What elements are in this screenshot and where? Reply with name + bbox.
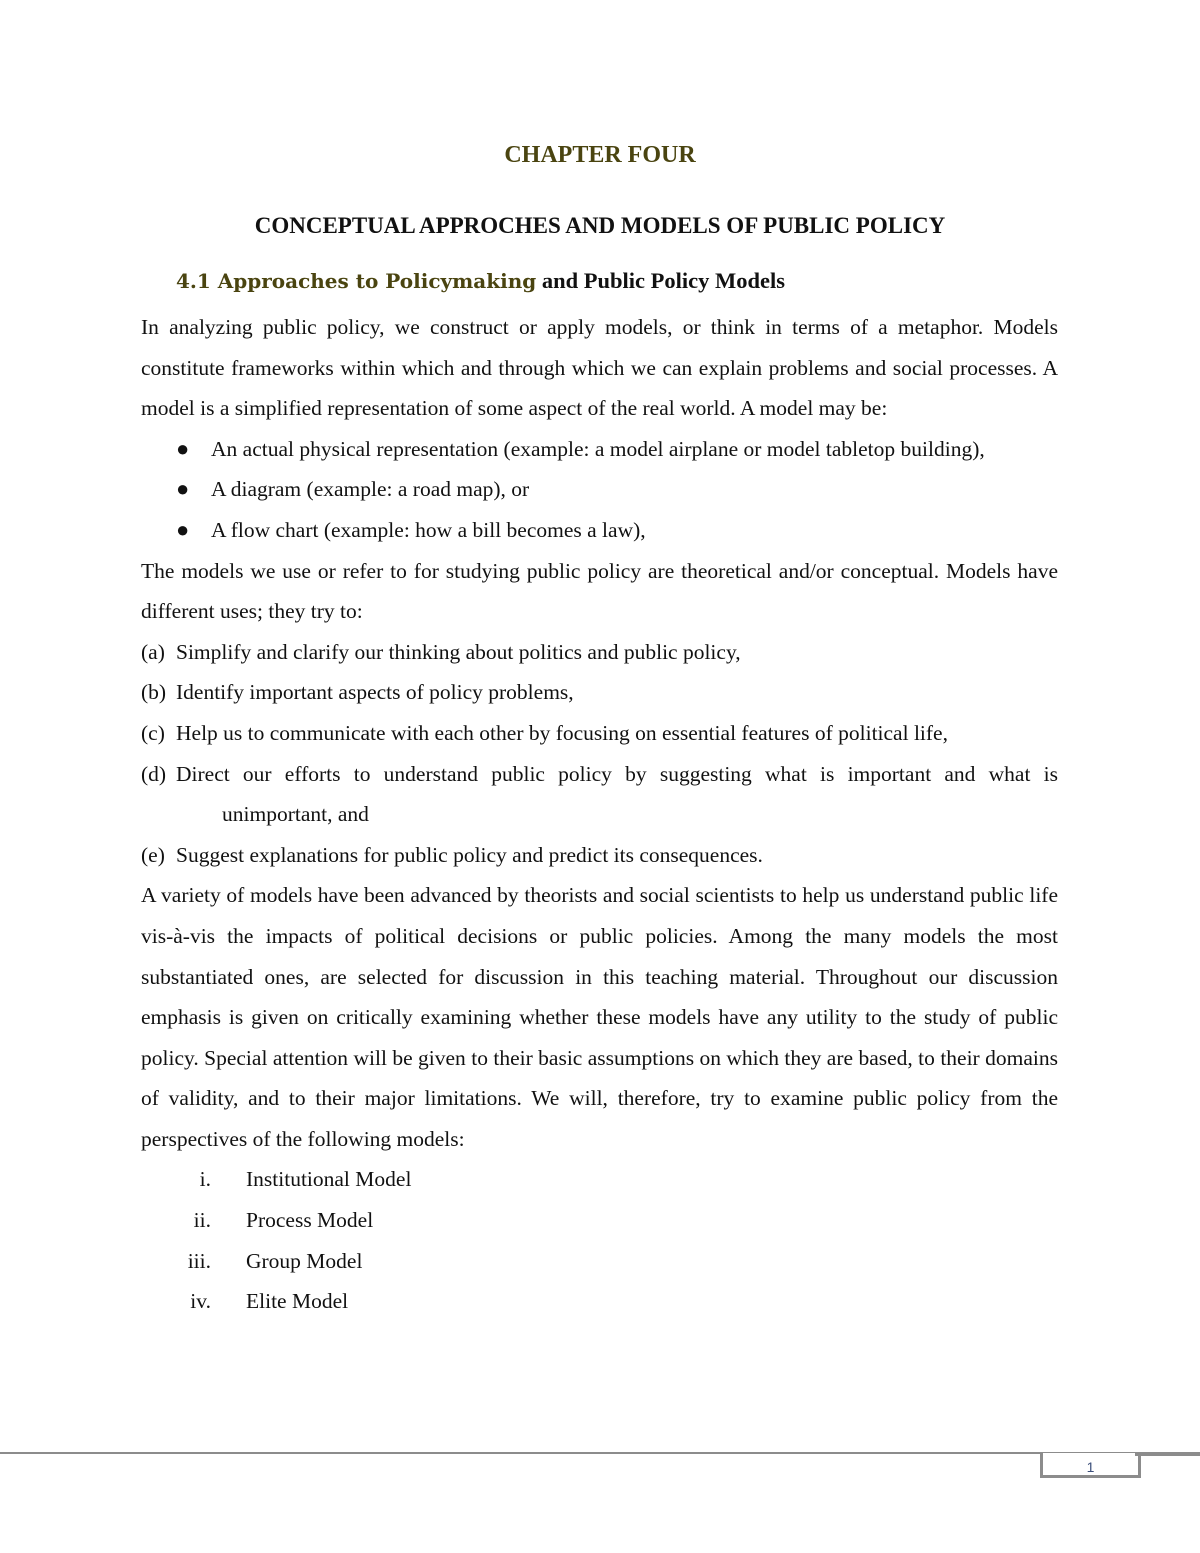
- list-item: [141, 632, 1058, 673]
- list-item: [141, 713, 1058, 754]
- section-heading-rest: and Public Policy Models: [536, 268, 785, 293]
- model-name: Institutional Model: [246, 1167, 412, 1192]
- page-number: 1: [1086, 1459, 1095, 1475]
- list-item-text: A diagram (example: a road map), or: [211, 477, 530, 502]
- variety-paragraph: A variety of models have been advanced by theorists and social scientists to help us understand public life vis-à-vis the impacts of political decisions or public policies. Among the many models the most substantiated ones, are selected for discussion in this teaching material. Throughout our discussion emphasis is given on critically examining whether these models have any utility to the study of public policy. Special attention will be given to their basic assumptions on which they are based, to their domains of validity, and to their major limitations. We will, therefore, try to examine public policy from the perspectives of the following models:: [141, 883, 1058, 1151]
- list-item: [176, 469, 1058, 510]
- list-item-text: Simplify and clarify our thinking about politics and public policy,: [176, 639, 741, 664]
- list-marker: i.: [199, 1167, 211, 1192]
- section-heading-accent: 4.1 Approaches to Policymaking: [176, 269, 537, 293]
- list-item-text: Identify important aspects of policy problems,: [176, 680, 574, 705]
- list-item: [141, 754, 1058, 835]
- models-list: [141, 1159, 1058, 1321]
- list-item: [141, 1241, 1058, 1282]
- list-marker: (b): [141, 680, 167, 705]
- list-item-text: Direct our efforts to understand public policy by suggesting what is important and what is: [176, 761, 1058, 786]
- list-item: [141, 1159, 1058, 1200]
- list-item: [141, 1281, 1058, 1322]
- list-marker: ii.: [193, 1208, 211, 1233]
- section-heading: [176, 268, 785, 294]
- list-item: [176, 429, 1058, 470]
- footer-rule: [0, 1452, 1200, 1454]
- model-name: Elite Model: [246, 1289, 349, 1314]
- model-forms-list: [141, 429, 1058, 551]
- list-item-text: Help us to communicate with each other by focusing on essential features of political life,: [176, 720, 948, 745]
- model-name: Group Model: [246, 1248, 363, 1273]
- document-heading: CONCEPTUAL APPROCHES AND MODELS OF PUBLIC POLICY: [254, 213, 946, 238]
- bullet-icon: ●: [176, 516, 190, 542]
- model-name: Process Model: [246, 1208, 374, 1233]
- bullet-icon: ●: [176, 476, 190, 502]
- list-item: [141, 1200, 1058, 1241]
- list-item-text: Suggest explanations for public policy and predict its consequences.: [176, 842, 763, 867]
- uses-list: [141, 632, 1058, 876]
- list-marker: iii.: [187, 1248, 211, 1273]
- list-marker: (c): [141, 720, 165, 745]
- list-marker: iv.: [190, 1289, 211, 1314]
- list-marker: (d): [141, 761, 167, 786]
- list-item: [176, 510, 1058, 551]
- intro-paragraph: In analyzing public policy, we construct or apply models, or think in terms of a metaphor. Models constitute frameworks within which and through which we can explain problems and social processes. A model is a simplified representation of some aspect of the real world. A model may be:: [141, 315, 1058, 421]
- bullet-icon: ●: [176, 435, 190, 461]
- list-marker: (a): [141, 639, 165, 664]
- chapter-title: CHAPTER FOUR: [504, 142, 696, 168]
- list-item-continuation: unimportant, and: [222, 802, 369, 827]
- list-item-text: A flow chart (example: how a bill becomes a law),: [211, 517, 646, 542]
- list-item: [141, 835, 1058, 876]
- list-marker: (e): [141, 842, 165, 867]
- body-text: [141, 307, 1058, 1322]
- uses-paragraph: The models we use or refer to for studying public policy are theoretical and/or conceptual. Models have different uses; they try to:: [141, 558, 1058, 624]
- list-item: [141, 672, 1058, 713]
- list-item-text: An actual physical representation (example: a model airplane or model tabletop building),: [211, 436, 985, 461]
- footer-rule-right: [1135, 1453, 1200, 1456]
